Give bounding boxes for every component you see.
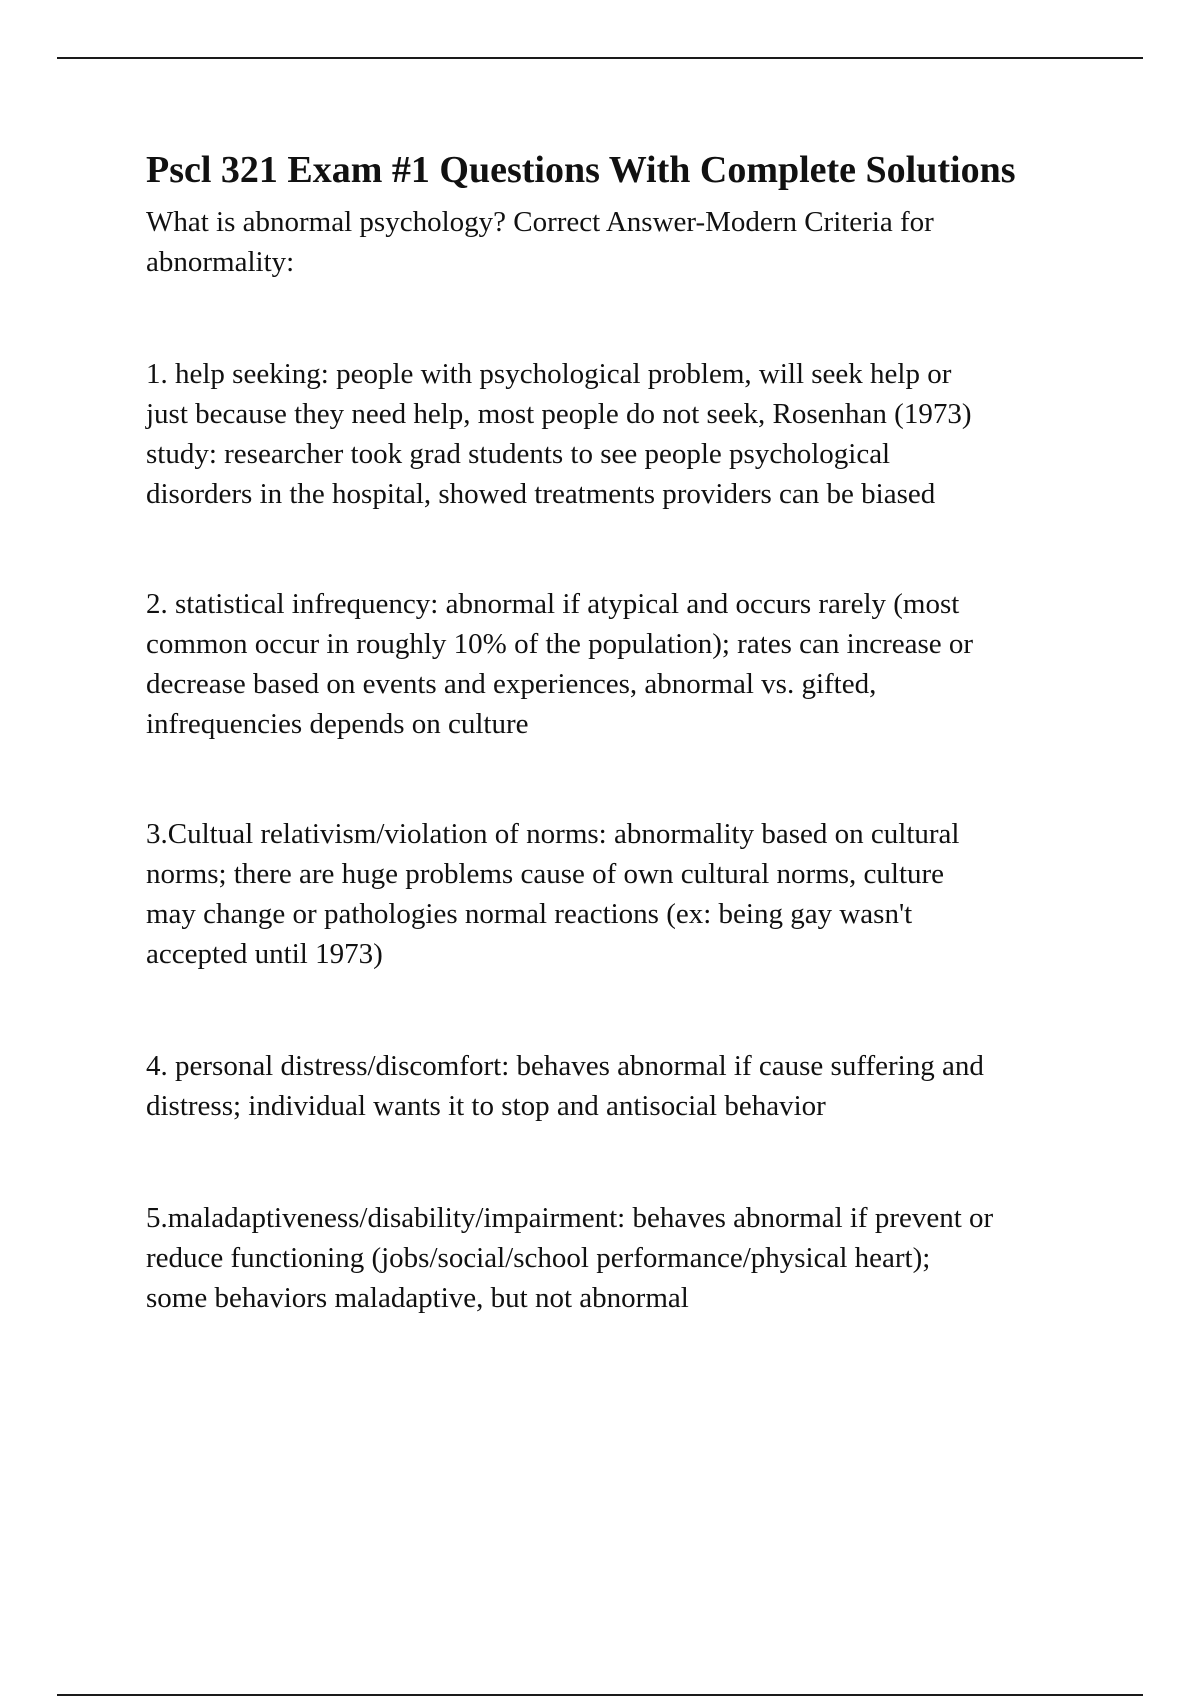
question-intro: What is abnormal psychology? Correct Answer-Modern Criteria for abnormality: [146,206,934,278]
bottom-divider [57,1694,1143,1696]
criterion-statistical-infrequency: 2. statistical infrequency: abnormal if atypical and occurs rarely (most common occur in roughly 10% of the population); rates can increase or decrease based on events and experiences, abnormal vs. gifted, infrequencies depends on culture [146,588,974,740]
document-title: Pscl 321 Exam #1 Questions With Complete Solutions [146,149,1016,191]
top-divider [57,57,1143,59]
criterion-maladaptiveness: 5.maladaptiveness/disability/impairment: behaves abnormal if prevent or reduce functioning (jobs/social/school performance/physical heart); some behaviors maladaptive, but not abnormal [146,1202,994,1314]
criterion-help-seeking: 1. help seeking: people with psychological problem, will seek help or just because they need help, most people do not seek, Rosenhan (1973) study: researcher took grad students to see people psychological disorders in the hospital, showed treatments providers can be biased [146,358,972,510]
criterion-cultural-relativism: 3.Cultual relativism/violation of norms: abnormality based on cultural norms; there are huge problems cause of own cultural norms, culture may change or pathologies normal reactions (ex: being gay wasn't accepted until 1973) [146,818,960,970]
document-body [146,142,1106,1318]
criterion-personal-distress: 4. personal distress/discomfort: behaves abnormal if cause suffering and distress; individual wants it to stop and antisocial behavior [146,1050,984,1122]
